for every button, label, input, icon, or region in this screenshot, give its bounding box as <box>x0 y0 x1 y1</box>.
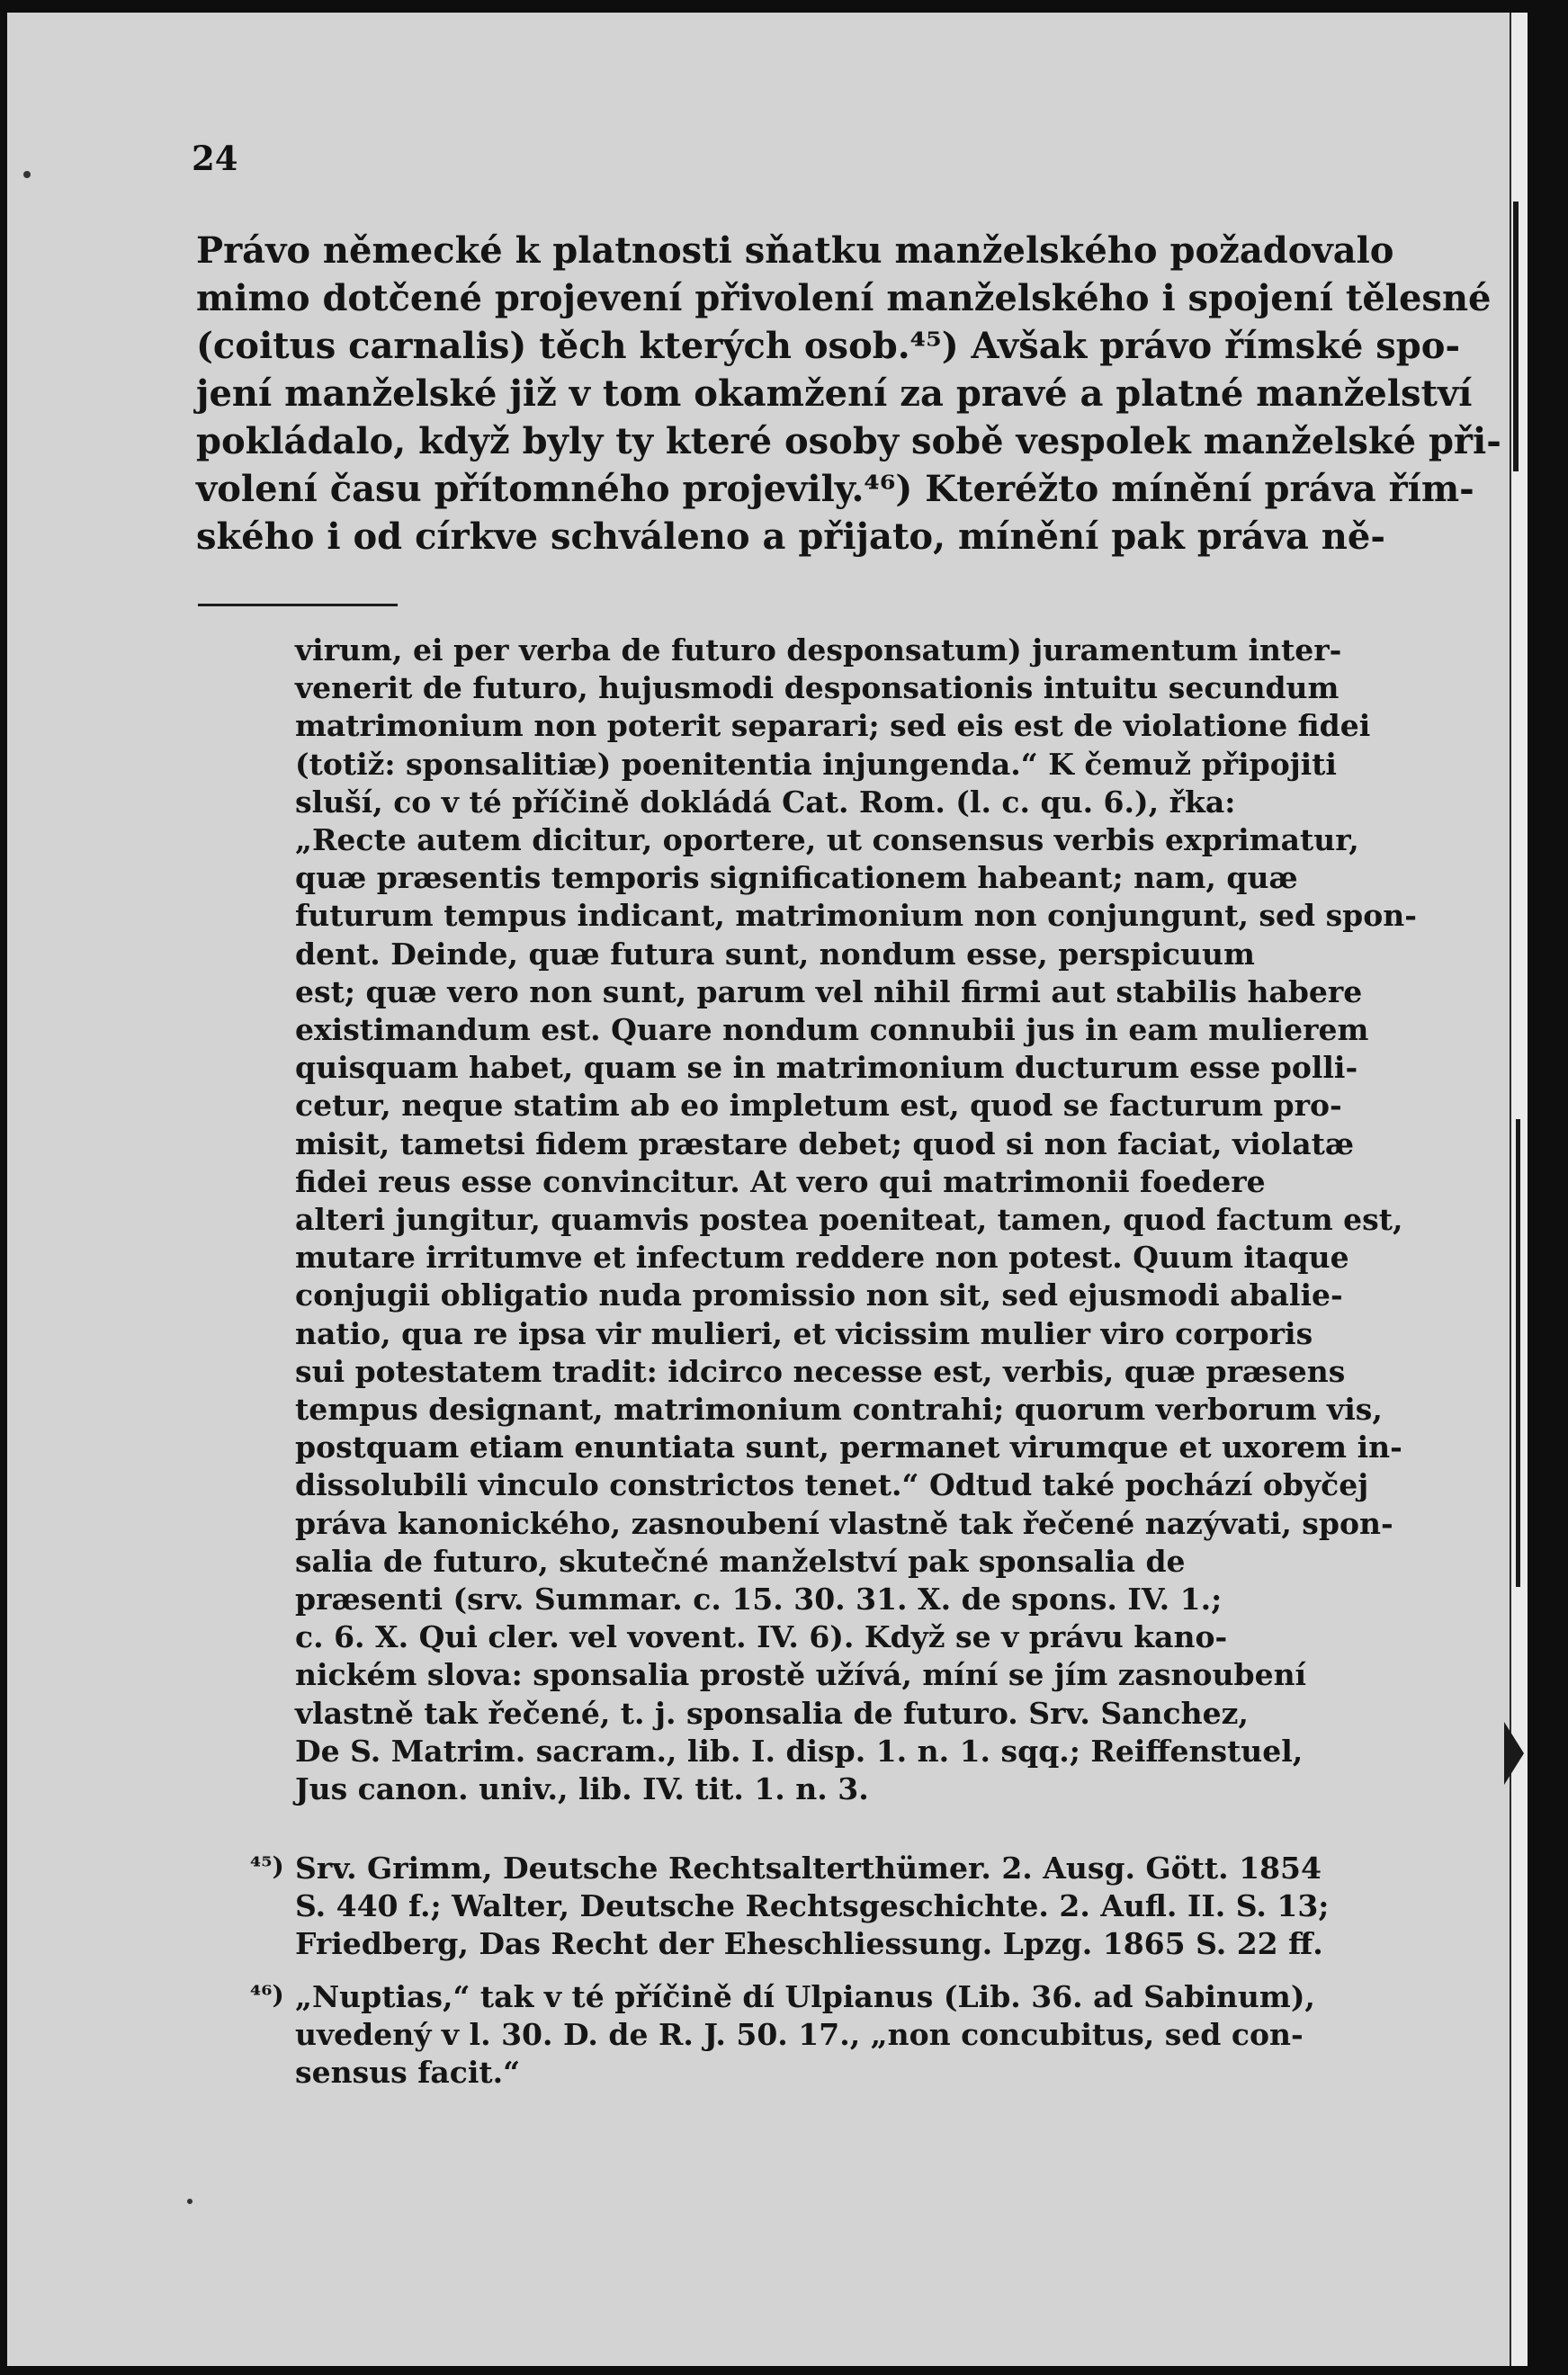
footnote-line: sensus facit.“ <box>295 2055 521 2090</box>
text-line: pokládalo, když byly ty které osoby sobě vespolek manželské při- <box>196 420 1501 462</box>
scan-speck <box>23 171 31 178</box>
text-line: (coitus carnalis) těch kterých osob.⁴⁵) Avšak právo římské spo- <box>196 325 1461 367</box>
note-line: nickém slova: sponsalia prostě užívá, míní se jím zasnoubení <box>295 1657 1307 1693</box>
note-line: dent. Deinde, quæ futura sunt, nondum esse, perspicuum <box>295 936 1255 972</box>
note-line: venerit de futuro, hujusmodi desponsationis intuitu secundum <box>295 670 1340 706</box>
binding-mark <box>1513 202 1519 471</box>
note-line: tempus designant, matrimonium contrahi; quorum verborum vis, <box>295 1392 1383 1428</box>
note-line: práva kanonického, zasnoubení vlastně tak řečené nazývati, spon- <box>295 1505 1393 1541</box>
note-line: alteri jungitur, quamvis postea poeniteat, tamen, quod factum est, <box>295 1202 1403 1238</box>
note-line: c. 6. X. Qui cler. vel vovent. IV. 6). Když se v právu kano- <box>295 1619 1228 1655</box>
footnote-mark: ⁴⁶) <box>250 1980 284 2010</box>
text-line: jení manželské již v tom okamžení za pravé a platné manželství <box>196 372 1473 415</box>
note-line: De S. Matrim. sacram., lib. I. disp. 1. n. 1. sqq.; Reiffenstuel, <box>295 1733 1304 1769</box>
footnote-separator <box>198 604 398 606</box>
note-line: salia de futuro, skutečné manželství pak sponsalia de <box>295 1543 1186 1579</box>
note-line: præsenti (srv. Summar. c. 15. 30. 31. X. de spons. IV. 1.; <box>295 1582 1223 1618</box>
footnote-body <box>295 1850 1357 1963</box>
text-line: volení času přítomného projevily.⁴⁶) Kteréžto mínění práva řím- <box>196 468 1474 510</box>
footnote-line: Srv. Grimm, Deutsche Rechtsalterthümer. 2. Ausg. Gött. 1854 <box>295 1851 1322 1886</box>
note-line: existimandum est. Quare nondum connubii jus in eam mulierem <box>295 1012 1369 1048</box>
note-line: quæ præsentis temporis significationem habeant; nam, quæ <box>295 860 1298 896</box>
footnote-line: Friedberg, Das Recht der Eheschliessung. Lpzg. 1865 S. 22 ff. <box>295 1926 1323 1961</box>
note-line: sluší, co v té příčině dokládá Cat. Rom. (l. c. qu. 6.), řka: <box>295 784 1236 820</box>
note-line: mutare irritumve et infectum reddere non potest. Quum itaque <box>295 1240 1349 1276</box>
note-line: Jus canon. univ., lib. IV. tit. 1. n. 3. <box>295 1771 869 1807</box>
continued-footnote <box>295 632 1417 1808</box>
binding-mark <box>1516 1119 1520 1587</box>
note-line: (totiž: sponsalitiæ) poenitentia injungenda.“ K čemuž připojiti <box>295 746 1337 782</box>
note-line: conjugii obligatio nuda promissio non sit, sed ejusmodi abalie- <box>295 1277 1343 1313</box>
note-line: sui potestatem tradit: idcirco necesse est, verbis, quæ præsens <box>295 1353 1346 1389</box>
note-line: est; quæ vero non sunt, parum vel nihil firmi aut stabilis habere <box>295 973 1363 1009</box>
main-paragraph <box>196 227 1501 560</box>
note-line: vlastně tak řečené, t. j. sponsalia de futuro. Srv. Sanchez, <box>295 1695 1249 1731</box>
footnote-line: S. 440 f.; Walter, Deutsche Rechtsgeschichte. 2. Aufl. II. S. 13; <box>295 1888 1330 1923</box>
note-line: cetur, neque statim ab eo impletum est, quod se facturum pro- <box>295 1088 1342 1124</box>
page-number: 24 <box>192 139 238 178</box>
scan-speck <box>187 2199 193 2204</box>
note-line: natio, qua re ipsa vir mulieri, et vicissim mulier viro corporis <box>295 1315 1313 1351</box>
note-line: „Recte autem dicitur, oportere, ut consensus verbis exprimatur, <box>295 822 1359 858</box>
scanned-page <box>7 13 1528 2366</box>
note-line: quisquam habet, quam se in matrimonium ducturum esse polli- <box>295 1050 1358 1086</box>
note-line: futurum tempus indicant, matrimonium non conjungunt, sed spon- <box>295 898 1417 934</box>
note-line: postquam etiam enuntiata sunt, permanet virumque et uxorem in- <box>295 1429 1402 1465</box>
note-line: fidei reus esse convincitur. At vero qui matrimonii foedere <box>295 1163 1266 1199</box>
note-line: misit, tametsi fidem præstare debet; quod si non faciat, violatæ <box>295 1125 1355 1161</box>
text-line: ského i od církve schváleno a přijato, mínění pak práva ně- <box>196 515 1385 558</box>
note-line: virum, ei per verba de futuro desponsatum) juramentum inter- <box>295 632 1342 668</box>
text-line: mimo dotčené projevení přivolení manželského i spojení tělesné <box>196 277 1492 319</box>
footnote-mark: ⁴⁵) <box>250 1851 284 1881</box>
note-line: matrimonium non poterit separari; sed eis est de violatione fidei <box>295 708 1371 744</box>
footnote-body <box>295 1978 1357 2092</box>
text-line: Právo německé k platnosti sňatku manželského požadovalo <box>196 229 1394 272</box>
note-line: dissolubili vinculo constrictos tenet.“ Odtud také pochází obyčej <box>295 1467 1369 1503</box>
footnote-line: „Nuptias,“ tak v té příčině dí Ulpianus (Lib. 36. ad Sabinum), <box>295 1979 1315 2014</box>
footnote-line: uvedený v l. 30. D. de R. J. 50. 17., „non concubitus, sed con- <box>295 2017 1304 2052</box>
